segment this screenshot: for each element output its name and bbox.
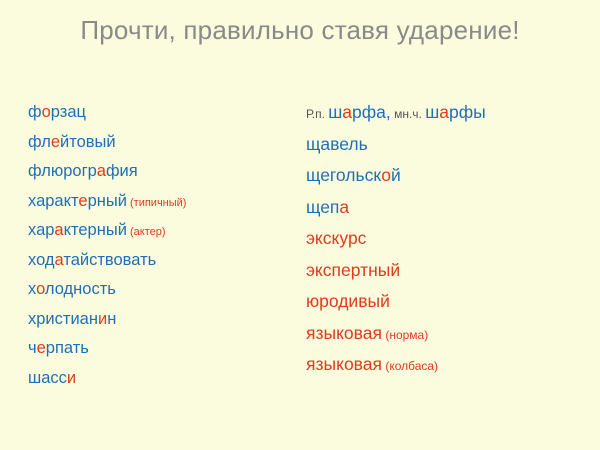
word-text: христиан [28, 309, 98, 328]
word-item [306, 259, 600, 280]
stressed-vowel: о [343, 354, 354, 374]
word-text: эксп [306, 259, 342, 280]
word-text: н [107, 309, 117, 328]
word-text: рфы [449, 102, 486, 122]
word-item [28, 222, 270, 239]
word-text: фия [105, 162, 138, 180]
word-text: рзац [50, 103, 86, 121]
word-item [28, 370, 270, 387]
word-item [306, 230, 600, 248]
left-word-list [0, 104, 270, 399]
word-item [306, 293, 600, 311]
word-item [28, 104, 270, 121]
word-text: я [372, 322, 382, 343]
word-text: лодность [44, 280, 116, 298]
word-text: ф [28, 103, 42, 121]
word-text: щавель [306, 133, 368, 154]
word-item [28, 311, 270, 328]
stressed-vowel: е [36, 339, 46, 357]
word-item [306, 133, 600, 154]
stressed-vowel: и [66, 368, 77, 387]
page-title: Прочти, правильно ставя ударение! [80, 15, 520, 45]
word-text: йтовый [60, 132, 116, 151]
word-text: х [28, 280, 37, 298]
stressed-vowel: а [54, 221, 64, 239]
word-text: ш [425, 102, 440, 122]
case-label: мн.ч. [390, 107, 426, 121]
word-text: рпать [45, 339, 89, 357]
word-text: язык [306, 354, 344, 374]
stressed-vowel: а [342, 102, 353, 122]
stressed-vowel: и [97, 309, 108, 328]
word-item [28, 252, 270, 269]
word-item [306, 196, 600, 217]
word-note: (актер) [126, 226, 166, 238]
word-text: ход [28, 250, 55, 269]
stressed-vowel: е [341, 259, 351, 280]
word-text: рный [87, 191, 127, 210]
word-note: (колбаса) [381, 359, 439, 373]
word-text: ктерный [63, 221, 127, 239]
word-text: щеп [306, 196, 340, 217]
word-item [306, 356, 600, 374]
word-text: экск [306, 228, 340, 248]
word-item [28, 163, 270, 180]
word-text: й [390, 165, 401, 185]
stressed-vowel: о [381, 165, 391, 185]
word-text: флюрогр [28, 162, 97, 180]
right-word-list [270, 104, 600, 388]
word-text: рфа, [352, 102, 391, 122]
word-text: щегольск [306, 165, 382, 185]
word-text: дивый [338, 291, 390, 311]
word-text: вая [353, 354, 382, 374]
stressed-vowel: а [96, 162, 106, 180]
word-item [28, 281, 270, 298]
word-text: юр [306, 291, 329, 311]
stressed-vowel: о [36, 280, 45, 298]
word-item [28, 134, 270, 151]
stressed-vowel: у [339, 228, 348, 248]
stressed-vowel: а [54, 250, 64, 269]
word-note: (норма) [381, 327, 429, 342]
case-label: Р.п. [306, 107, 329, 121]
word-text: ч [28, 339, 37, 357]
word-text: ш [328, 102, 343, 122]
stressed-vowel: о [41, 103, 51, 121]
stressed-vowel: е [78, 191, 88, 210]
stressed-vowel: а [439, 102, 450, 122]
word-columns [0, 104, 600, 399]
stressed-vowel: о [328, 291, 339, 311]
stressed-vowel: е [50, 132, 61, 151]
stressed-vowel: а [339, 196, 350, 217]
word-item [28, 193, 270, 210]
word-text: хар [28, 221, 55, 239]
word-item [306, 167, 600, 185]
word-item [28, 340, 270, 357]
word-item [306, 322, 600, 343]
word-note: (типичный) [126, 196, 187, 209]
word-text: характ [28, 191, 79, 210]
word-text: ртный [350, 259, 401, 280]
word-item [306, 104, 600, 122]
word-text: рс [347, 228, 367, 248]
word-text: фл [28, 132, 51, 151]
word-text: тайствовать [63, 250, 157, 269]
stressed-vowel: а [362, 322, 373, 343]
word-text: шасс [28, 368, 67, 387]
word-text: языков [306, 322, 363, 343]
